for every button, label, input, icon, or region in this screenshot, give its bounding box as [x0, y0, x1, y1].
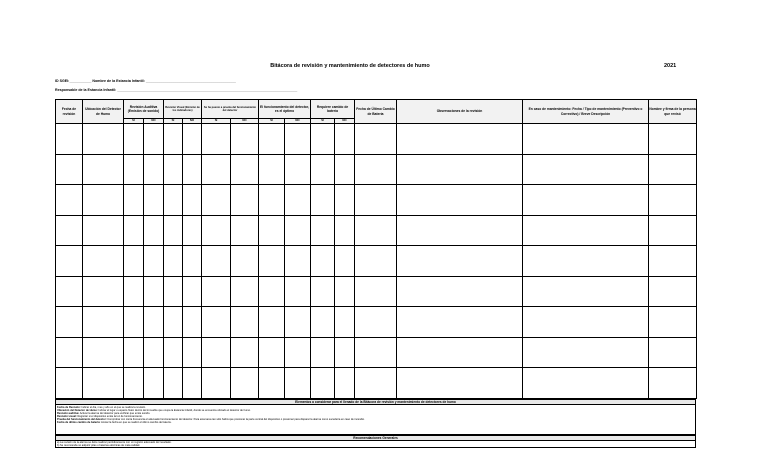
col-ubicacion: Ubicación del Detector de Humo	[83, 100, 124, 124]
recommendation-line: b) Se recomienda no adquirir pilas o baterías eléctricas de mala calidad.	[57, 444, 141, 448]
entry-cell[interactable]	[285, 215, 311, 246]
entry-cell[interactable]	[83, 185, 124, 216]
si-label: SI	[259, 119, 285, 124]
entry-cell[interactable]	[124, 337, 144, 368]
entry-cell[interactable]	[355, 337, 397, 368]
entry-cell[interactable]	[523, 215, 649, 246]
entry-cell[interactable]	[144, 185, 164, 216]
entry-cell[interactable]	[83, 124, 124, 155]
entry-cell[interactable]	[183, 215, 202, 246]
entry-cell[interactable]	[144, 307, 164, 338]
entry-cell[interactable]	[285, 368, 311, 399]
entry-cell[interactable]	[83, 246, 124, 277]
col-fecha-revision: Fecha de revisión	[56, 100, 83, 124]
si-label: SI	[124, 119, 144, 124]
entry-cell[interactable]	[231, 307, 259, 338]
entry-cell[interactable]	[56, 124, 83, 155]
col-observaciones: Observaciones de la revisión	[397, 100, 523, 124]
entry-cell[interactable]	[83, 307, 124, 338]
responsable-field[interactable]: Responsable de la Estancia Infantil: __________________________________________________________________________________________	[55, 88, 298, 92]
entry-cell[interactable]	[335, 215, 355, 246]
entry-cell[interactable]	[355, 368, 397, 399]
entry-cell[interactable]	[56, 307, 83, 338]
entry-cell[interactable]	[523, 368, 649, 399]
entry-cell[interactable]	[202, 215, 231, 246]
entry-cell[interactable]	[355, 276, 397, 307]
entry-cell[interactable]	[231, 337, 259, 368]
si-label: SI	[311, 119, 335, 124]
entry-cell[interactable]	[397, 215, 523, 246]
no-label: NO	[231, 119, 259, 124]
entry-cell[interactable]	[649, 368, 697, 399]
entry-cell[interactable]	[164, 337, 183, 368]
entry-cell[interactable]	[164, 124, 183, 155]
entry-cell[interactable]	[144, 276, 164, 307]
entry-cell[interactable]	[523, 276, 649, 307]
entry-cell[interactable]	[202, 337, 231, 368]
entry-cell[interactable]	[311, 154, 335, 185]
col-revision-auditiva: Revisión Auditiva (Emisión de sonido)	[124, 100, 164, 119]
entry-cell[interactable]	[202, 154, 231, 185]
entry-cell[interactable]	[355, 307, 397, 338]
entry-cell[interactable]	[183, 246, 202, 277]
year-label: 2021	[664, 63, 677, 69]
si-label: SI	[164, 119, 183, 124]
entry-cell[interactable]	[231, 154, 259, 185]
entry-cell[interactable]	[183, 276, 202, 307]
entry-cell[interactable]	[649, 124, 697, 155]
col-ultimo-cambio: Fecha de Último Cambio de Batería	[355, 100, 397, 124]
entry-cell[interactable]	[285, 307, 311, 338]
si-label: SI	[202, 119, 231, 124]
entry-cell[interactable]	[649, 154, 697, 185]
entry-cell[interactable]	[397, 276, 523, 307]
entry-cell[interactable]	[144, 337, 164, 368]
entry-cell[interactable]	[83, 337, 124, 368]
instruction-text: Indicar el lugar o espacio físico dentro del inmueble que ocupa la Estancia Infantil, donde se encuentra ubicado el detector de humo.	[97, 409, 251, 413]
entry-cell[interactable]	[183, 124, 202, 155]
entry-cell[interactable]	[56, 276, 83, 307]
instruction-text: Comprobar con cierta frecuencia el adecuado funcionamiento del detector. Para esta tarea tan sólo habrá que presionar la parte central del dispositivo o presionar para disparar la alarma como sucedería en caso de incendio.	[106, 418, 365, 422]
entry-cell[interactable]	[56, 154, 83, 185]
table-row	[56, 215, 697, 246]
instruction-text: Indicar el día, mes y año en el que se realiza la revisión.	[80, 406, 146, 409]
table-row	[56, 276, 697, 307]
table-row	[56, 185, 697, 216]
entry-cell[interactable]	[202, 124, 231, 155]
entry-cell[interactable]	[523, 124, 649, 155]
entry-cell[interactable]	[259, 307, 285, 338]
entry-cell[interactable]	[164, 154, 183, 185]
entry-cell[interactable]	[56, 246, 83, 277]
entry-cell[interactable]	[285, 124, 311, 155]
instruction-text: Activar la alarma del detector para verificar que emite sonido.	[79, 412, 151, 416]
entry-cell[interactable]	[311, 337, 335, 368]
recommendation-line: a) La revisión de la alarma se debe realizar periódicamente con un registro adecuado del resultado.	[57, 441, 172, 444]
entry-cell[interactable]	[202, 368, 231, 399]
entry-cell[interactable]	[124, 124, 144, 155]
entry-cell[interactable]	[83, 154, 124, 185]
entry-cell[interactable]	[124, 185, 144, 216]
entry-cell[interactable]	[649, 276, 697, 307]
no-label: NO	[335, 119, 355, 124]
entry-cell[interactable]	[259, 215, 285, 246]
instruction-text: Registrar si el dispositivo emite la luz de funcionamiento.	[76, 415, 143, 419]
entry-cell[interactable]	[335, 154, 355, 185]
entry-cell[interactable]	[259, 337, 285, 368]
entry-cell[interactable]	[285, 337, 311, 368]
entry-cell[interactable]	[144, 154, 164, 185]
entry-cell[interactable]	[523, 185, 649, 216]
entry-cell[interactable]	[285, 276, 311, 307]
entry-cell[interactable]	[259, 124, 285, 155]
entry-cell[interactable]	[311, 368, 335, 399]
entry-cell[interactable]	[355, 246, 397, 277]
entry-cell[interactable]	[231, 246, 259, 277]
entry-cell[interactable]	[164, 246, 183, 277]
instructions-section	[55, 399, 696, 448]
entry-cell[interactable]	[144, 368, 164, 399]
entry-cell[interactable]	[523, 154, 649, 185]
no-label: NO	[285, 119, 311, 124]
instruction-label: Revisión visual:	[57, 415, 77, 419]
entry-cell[interactable]	[311, 246, 335, 277]
entry-cell[interactable]	[183, 337, 202, 368]
entry-cell[interactable]	[144, 246, 164, 277]
entry-cell[interactable]	[397, 307, 523, 338]
entry-cell[interactable]	[164, 307, 183, 338]
instruction-label: Fecha de último cambio de batería:	[57, 421, 101, 425]
entry-cell[interactable]	[124, 246, 144, 277]
entry-cell[interactable]	[285, 185, 311, 216]
entry-cell[interactable]	[311, 307, 335, 338]
col-nombre-firma: Nombre y firma de la persona que revisó	[649, 100, 697, 124]
entry-cell[interactable]	[124, 307, 144, 338]
entry-cell[interactable]	[649, 185, 697, 216]
entry-cell[interactable]	[56, 215, 83, 246]
entry-cell[interactable]	[285, 246, 311, 277]
entry-cell[interactable]	[335, 337, 355, 368]
col-mantenimiento: En caso de mantenimiento: Fecha / Tipo de mantenimiento (Preventivo o Correctivo) / Breve Descripción	[523, 100, 649, 124]
entry-cell[interactable]	[183, 154, 202, 185]
entry-cell[interactable]	[311, 124, 335, 155]
entry-cell[interactable]	[231, 124, 259, 155]
entry-cell[interactable]	[164, 276, 183, 307]
table-row	[56, 246, 697, 277]
entry-cell[interactable]	[335, 185, 355, 216]
entry-cell[interactable]	[523, 307, 649, 338]
entry-cell[interactable]	[397, 368, 523, 399]
entry-cell[interactable]	[397, 154, 523, 185]
instruction-label: Fecha de Revisión:	[57, 406, 81, 409]
entry-cell[interactable]	[202, 307, 231, 338]
instruction-label: Ubicación del Detector de Humo:	[57, 409, 98, 413]
log-table	[55, 99, 697, 399]
entry-cell[interactable]	[83, 276, 124, 307]
entry-cell[interactable]	[335, 276, 355, 307]
instruction-line	[57, 421, 694, 424]
id-sgei-field[interactable]: ID SGEI:___________ Nombre de la Estancia Infantil: _____________________________________________	[55, 79, 236, 83]
col-revision-visual: Revisión Visual (Emisión de los indicadores)	[164, 100, 202, 119]
entry-cell[interactable]	[285, 154, 311, 185]
entry-cell[interactable]	[311, 276, 335, 307]
entry-cell[interactable]	[164, 368, 183, 399]
entry-cell[interactable]	[164, 215, 183, 246]
instruction-label: Revisión auditiva:	[57, 412, 80, 416]
entry-cell[interactable]	[397, 185, 523, 216]
entry-cell[interactable]	[259, 368, 285, 399]
instructions-box	[55, 405, 696, 435]
entry-cell[interactable]	[355, 215, 397, 246]
entry-cell[interactable]	[335, 368, 355, 399]
entry-cell[interactable]	[144, 215, 164, 246]
entry-cell[interactable]	[355, 185, 397, 216]
entry-cell[interactable]	[231, 185, 259, 216]
entry-cell[interactable]	[397, 337, 523, 368]
entry-cell[interactable]	[164, 185, 183, 216]
entry-cell[interactable]	[83, 215, 124, 246]
entry-cell[interactable]	[56, 185, 83, 216]
entry-cell[interactable]	[523, 337, 649, 368]
entry-cell[interactable]	[335, 307, 355, 338]
entry-cell[interactable]	[231, 368, 259, 399]
table-row	[56, 368, 697, 399]
recommendations-title: Recomendaciones Generales	[55, 435, 696, 441]
entry-cell[interactable]	[56, 337, 83, 368]
entry-cell[interactable]	[56, 368, 83, 399]
entry-cell[interactable]	[124, 215, 144, 246]
entry-cell[interactable]	[649, 246, 697, 277]
table-row	[56, 337, 697, 368]
entry-cell[interactable]	[311, 185, 335, 216]
entry-cell[interactable]	[397, 246, 523, 277]
entry-cell[interactable]	[355, 124, 397, 155]
no-label: NO	[144, 119, 164, 124]
entry-cell[interactable]	[183, 307, 202, 338]
entry-cell[interactable]	[202, 276, 231, 307]
entry-cell[interactable]	[259, 276, 285, 307]
instruction-text: Anotar la fecha en que se realizó el último cambio de batería.	[100, 421, 172, 425]
entry-cell[interactable]	[231, 276, 259, 307]
entry-cell[interactable]	[202, 246, 231, 277]
entry-cell[interactable]	[202, 185, 231, 216]
entry-cell[interactable]	[335, 124, 355, 155]
instructions-title: Elementos a considerar para el llenado de la Bitácora de revisión y mantenimiento de detectores de humo	[55, 399, 696, 405]
col-cambio-bateria: Requiere cambio de batería	[311, 100, 355, 119]
entry-cell[interactable]	[83, 368, 124, 399]
entry-cell[interactable]	[231, 215, 259, 246]
entry-cell[interactable]	[144, 124, 164, 155]
table-row	[56, 124, 697, 155]
entry-cell[interactable]	[523, 246, 649, 277]
entry-cell[interactable]	[259, 185, 285, 216]
col-funcionamiento-optimo: El funcionamiento del detector, es el óptimo	[259, 100, 311, 119]
entry-cell[interactable]	[259, 246, 285, 277]
entry-cell[interactable]	[649, 337, 697, 368]
no-label: NO	[183, 119, 202, 124]
page-title: Bitácora de revisión y mantenimiento de detectores de humo	[270, 63, 430, 69]
table-row	[56, 154, 697, 185]
recommendations-box	[55, 441, 696, 448]
instruction-label: Prueba del funcionamiento del detector:	[57, 418, 107, 422]
entry-cell[interactable]	[355, 154, 397, 185]
col-prueba-funcionamiento: Se ha puesto a prueba del funcionamiento del detector	[202, 100, 259, 119]
entry-cell[interactable]	[397, 124, 523, 155]
entry-cell[interactable]	[124, 368, 144, 399]
entry-cell[interactable]	[124, 154, 144, 185]
entry-cell[interactable]	[335, 246, 355, 277]
entry-cell[interactable]	[259, 154, 285, 185]
entry-cell[interactable]	[649, 307, 697, 338]
entry-cell[interactable]	[183, 368, 202, 399]
entry-cell[interactable]	[183, 185, 202, 216]
entry-cell[interactable]	[124, 276, 144, 307]
table-row	[56, 307, 697, 338]
entry-cell[interactable]	[649, 215, 697, 246]
entry-cell[interactable]	[311, 215, 335, 246]
